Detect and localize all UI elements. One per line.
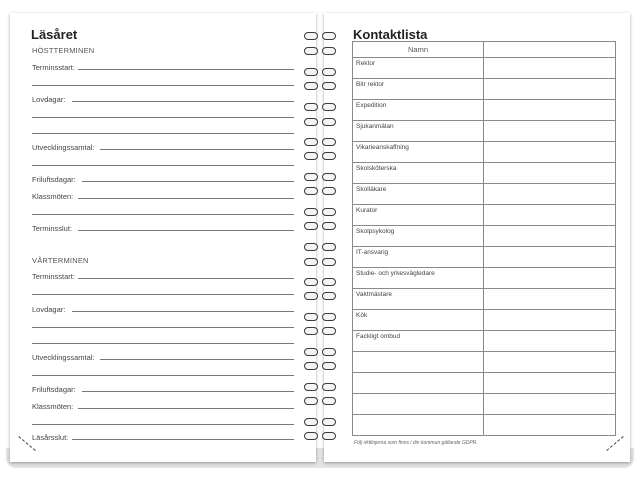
contact-detail-cell[interactable] [484, 163, 616, 184]
contact-detail-cell[interactable] [484, 310, 616, 331]
contact-detail-cell[interactable] [484, 142, 616, 163]
contact-role-cell[interactable]: Skolläkare [353, 184, 484, 205]
spiral-ring [304, 243, 318, 251]
spiral-ring [322, 208, 336, 216]
spiral-ring [322, 68, 336, 76]
contact-detail-cell[interactable] [484, 79, 616, 100]
contact-role-cell[interactable]: Kök [353, 310, 484, 331]
spiral-ring [304, 82, 318, 90]
right-page [324, 13, 630, 462]
spiral-ring [322, 32, 336, 40]
spiral-ring [322, 47, 336, 55]
writing-line[interactable] [82, 391, 294, 392]
spring-friluftsdagar-label: Friluftsdagar: [32, 385, 76, 394]
table-row [353, 226, 616, 247]
writing-line[interactable] [100, 359, 294, 360]
writing-line[interactable] [78, 408, 294, 409]
writing-line[interactable] [32, 165, 294, 166]
column-header-blank [484, 42, 616, 58]
contact-detail-cell[interactable] [484, 226, 616, 247]
spiral-ring [304, 103, 318, 111]
contact-role-cell[interactable]: Kurator [353, 205, 484, 226]
autumn-terminsslut-label: Terminsslut: [32, 224, 73, 233]
contact-role-cell[interactable] [353, 394, 484, 415]
writing-line[interactable] [82, 181, 294, 182]
table-row [353, 58, 616, 79]
contact-table [352, 41, 616, 436]
spiral-ring [322, 362, 336, 370]
spring-terminsstart-label: Terminsstart: [32, 272, 75, 281]
contact-role-cell[interactable]: Fackligt ombud [353, 331, 484, 352]
autumn-friluftsdagar-label: Friluftsdagar: [32, 175, 76, 184]
table-row [353, 415, 616, 436]
writing-line[interactable] [32, 117, 294, 118]
spiral-ring [304, 292, 318, 300]
spiral-ring [322, 348, 336, 356]
contact-role-cell[interactable]: Expedition [353, 100, 484, 121]
table-row [353, 184, 616, 205]
contact-detail-cell[interactable] [484, 247, 616, 268]
spiral-ring [322, 327, 336, 335]
table-row [353, 310, 616, 331]
writing-line[interactable] [78, 230, 294, 231]
table-row [353, 163, 616, 184]
writing-line[interactable] [32, 85, 294, 86]
spiral-ring [322, 278, 336, 286]
writing-line[interactable] [32, 375, 294, 376]
autumn-lovdagar-label: Lovdagar: [32, 95, 66, 104]
spiral-ring [322, 432, 336, 440]
spiral-ring [322, 173, 336, 181]
spiral-ring [322, 243, 336, 251]
spiral-ring [304, 278, 318, 286]
spiral-ring [322, 258, 336, 266]
gdpr-footnote: Följ riktlinjerna som finns i din kommun gällande GDPR. [354, 440, 478, 446]
table-row [353, 394, 616, 415]
table-row [353, 79, 616, 100]
contact-role-cell[interactable]: IT-ansvarig [353, 247, 484, 268]
table-row [353, 268, 616, 289]
writing-line[interactable] [78, 69, 294, 70]
contact-detail-cell[interactable] [484, 352, 616, 373]
contact-role-cell[interactable]: Vaktmästare [353, 289, 484, 310]
spring-klassmoten-label: Klassmöten: [32, 402, 74, 411]
spiral-ring [304, 118, 318, 126]
spiral-ring [304, 313, 318, 321]
table-row [353, 352, 616, 373]
contact-role-cell[interactable]: Skolpsykolog [353, 226, 484, 247]
contact-role-cell[interactable]: Vikarieanskaffning [353, 142, 484, 163]
autumn-utvecklingssamtal-label: Utvecklingssamtal: [32, 143, 95, 152]
spiral-ring [304, 138, 318, 146]
writing-line[interactable] [78, 278, 294, 279]
contact-detail-cell[interactable] [484, 373, 616, 394]
contact-role-cell[interactable]: Skolsköterska [353, 163, 484, 184]
spiral-ring [322, 313, 336, 321]
contact-role-cell[interactable]: Bitr rektor [353, 79, 484, 100]
column-header-namn: Namn [353, 42, 484, 58]
contact-role-cell[interactable]: Studie- och yrkesvägledare [353, 268, 484, 289]
table-row [353, 247, 616, 268]
spiral-ring [322, 118, 336, 126]
spiral-ring [322, 397, 336, 405]
page-title-kontaktlista: Kontaktlista [353, 27, 428, 42]
writing-line[interactable] [32, 133, 294, 134]
writing-line[interactable] [32, 327, 294, 328]
spiral-ring [304, 362, 318, 370]
spring-lovdagar-label: Lovdagar: [32, 305, 66, 314]
spiral-ring [322, 152, 336, 160]
perforation-corner-mark [606, 436, 623, 451]
table-row [353, 121, 616, 142]
writing-line[interactable] [78, 198, 294, 199]
table-row [353, 205, 616, 226]
spiral-ring [322, 292, 336, 300]
table-row [353, 289, 616, 310]
spiral-ring [304, 327, 318, 335]
spiral-ring [304, 258, 318, 266]
spiral-ring [322, 383, 336, 391]
spiral-ring [304, 47, 318, 55]
contact-role-cell[interactable]: Sjukanmälan [353, 121, 484, 142]
spiral-ring [304, 68, 318, 76]
spring-heading: VÅRTERMINEN [32, 256, 89, 265]
contact-role-cell[interactable] [353, 352, 484, 373]
writing-line[interactable] [100, 149, 294, 150]
contact-detail-cell[interactable] [484, 100, 616, 121]
writing-line[interactable] [32, 343, 294, 344]
spiral-ring [322, 418, 336, 426]
spiral-ring [322, 82, 336, 90]
spiral-ring [304, 397, 318, 405]
writing-line[interactable] [32, 214, 294, 215]
contact-detail-cell[interactable] [484, 268, 616, 289]
spring-utvecklingssamtal-label: Utvecklingssamtal: [32, 353, 95, 362]
contact-detail-cell[interactable] [484, 289, 616, 310]
spiral-ring [322, 222, 336, 230]
spring-lasarsslut-label: Läsårsslut: [32, 433, 69, 442]
contact-role-cell[interactable] [353, 415, 484, 436]
table-row [353, 142, 616, 163]
writing-line[interactable] [32, 424, 294, 425]
spiral-ring [322, 138, 336, 146]
writing-line[interactable] [72, 439, 294, 440]
autumn-klassmoten-label: Klassmöten: [32, 192, 74, 201]
spiral-ring [304, 222, 318, 230]
spiral-ring [304, 432, 318, 440]
contact-detail-cell[interactable] [484, 205, 616, 226]
spiral-ring [304, 383, 318, 391]
contact-role-cell[interactable]: Rektor [353, 58, 484, 79]
table-row [353, 331, 616, 352]
contact-detail-cell[interactable] [484, 415, 616, 436]
table-row [353, 373, 616, 394]
autumn-terminsstart-label: Terminsstart: [32, 63, 75, 72]
contact-detail-cell[interactable] [484, 331, 616, 352]
writing-line[interactable] [32, 294, 294, 295]
contact-detail-cell[interactable] [484, 121, 616, 142]
contact-detail-cell[interactable] [484, 58, 616, 79]
page-title-lasaret: Läsåret [31, 27, 78, 42]
spiral-ring [304, 173, 318, 181]
spiral-ring [304, 208, 318, 216]
left-page [10, 13, 316, 462]
spiral-ring [322, 103, 336, 111]
contact-role-cell[interactable] [353, 373, 484, 394]
writing-line[interactable] [72, 311, 294, 312]
spiral-ring [304, 32, 318, 40]
autumn-heading: HÖSTTERMINEN [32, 46, 95, 55]
spiral-ring [304, 348, 318, 356]
spiral-ring [304, 152, 318, 160]
spiral-ring [304, 418, 318, 426]
spiral-ring [322, 187, 336, 195]
spiral-ring [304, 187, 318, 195]
contact-detail-cell[interactable] [484, 394, 616, 415]
table-row [353, 100, 616, 121]
writing-line[interactable] [72, 101, 294, 102]
contact-detail-cell[interactable] [484, 184, 616, 205]
